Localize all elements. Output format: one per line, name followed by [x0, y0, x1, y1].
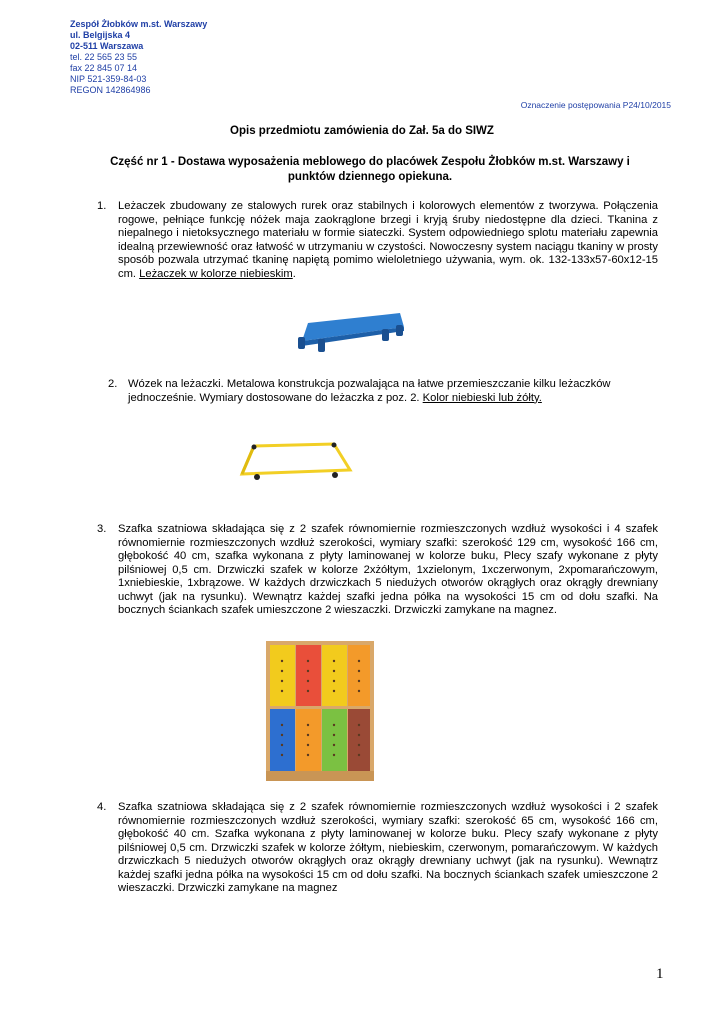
- item-description: Szafka szatniowa składająca się z 2 szafek równomiernie rozmieszczonych wzdłuż wysokości i 4 szafek równomiernie rozmieszczonych wzdłuż szerokości, wymiary szafki: szerokość 129 cm, wysokość 166 cm, głębokość 40 cm, szafka wykonana z płyty laminowanej w kolorze buku, Plecy szafy wykonane z płyty pilśniowej 0,5 cm. Drzwiczki szafek w kolorze 2xżółtym, 1xzielonym, 1xczerwonym, 2xpomarańczowym, 1xniebieskie, 1xbrązowe. W każdych drzwiczkach 5 niedużych otworów okrągłych oraz okrągły drewniany uchwyt (jak na rysunku). Wewnątrz każdej szafki jedna półka na wysokości 15 cm od dołu szafki. Na bocznych ściankach szafek umieszczone 2 wieszaczki. Drzwiczki zamykane na magnez.: [118, 523, 658, 616]
- item-number: 1.: [97, 200, 107, 212]
- org-name: Zespół Żłobków m.st. Warszawy: [70, 19, 208, 29]
- locker-8-image: [266, 641, 374, 781]
- item-number: 4.: [97, 801, 107, 813]
- fax: fax 22 845 07 14: [70, 63, 138, 73]
- cot-image: [296, 305, 408, 355]
- item-description: [118, 200, 658, 281]
- street: ul. Belgijska 4: [70, 30, 131, 40]
- page-number: 1: [656, 966, 664, 982]
- item-color-note: Kolor niebieski lub żółty.: [422, 391, 542, 404]
- item-description: Szafka szatniowa składająca się z 2 szafek równomiernie rozmieszczonych wzdłuż wysokości i 2 szafek równomiernie rozmieszczonych wzdłuż szerokości, wymiary szafki: szerokość 65 cm, wysokość 166 cm, głębokość 40 cm. Szafka wykonana z płyty laminowanej w kolorze buku. Plecy szafy wykonane z płyty pilśniowej 0,5 cm. Drzwiczki szafek w kolorze żółtym, niebieskim, czerwonym, pomarańczowym. W każdych drzwiczkach 5 niedużych otworów okrągłych oraz okrągły drewniany uchwyt (jak na rysunku). Wewnątrz każdej szafki jedna półka na wysokości 15 cm od dołu szafki. Na bocznych ściankach szafek umieszczone 2 wieszaczki. Drzwiczki zamykane na magnez: [118, 801, 658, 894]
- item-description: [128, 378, 668, 405]
- item-text: Leżaczek zbudowany ze stalowych rurek oraz stabilnych i kolorowych elementów z tworzywa. Połączenia rogowe, pełniące funkcję nóżek maja zaokrąglone brzegi i kryją śruby niedostępne dla dzieci. Tkanina z niepalnego i nietoksycznego materiału w formie siateczki. System odpowiedniego splotu materiału zapewnia idealną przewiewność oraz łatwość w utrzymaniu w czystości. Nowoczesny system naciągu tkaniny w prosty sposób pozwala utrzymać tkaninę napiętą pomimo wieloletniego używania, wym. ok. 132-133x57-60x12-15 cm.: [118, 200, 658, 280]
- item-number: 3.: [97, 523, 107, 535]
- item-color-note: Leżaczek w kolorze niebieskim: [139, 267, 293, 280]
- item-tail: .: [292, 267, 296, 280]
- nip: NIP 521-359-84-03: [70, 74, 147, 84]
- item-text: Wózek na leżaczki. Metalowa konstrukcja pozwalająca na łatwe przemieszczanie kilku leżaczków jednocześnie. Wymiary dostosowane do leżaczka z poz. 2.: [128, 378, 611, 404]
- cart-image: [236, 438, 356, 484]
- item-number: 2.: [108, 378, 118, 390]
- regon: REGON 142864986: [70, 85, 151, 95]
- phone: tel. 22 565 23 55: [70, 52, 138, 62]
- procedure-reference: Oznaczenie postępowania P24/10/2015: [520, 100, 671, 110]
- letterhead: [70, 19, 207, 96]
- city: 02-511 Warszawa: [70, 41, 144, 51]
- document-title: Opis przedmiotu zamówienia do Zał. 5a do SIWZ: [230, 125, 494, 137]
- document-subtitle: Część nr 1 - Dostawa wyposażenia meblowego do placówek Zespołu Żłobków m.st. Warszawy i punktów dziennego opiekuna.: [110, 156, 630, 183]
